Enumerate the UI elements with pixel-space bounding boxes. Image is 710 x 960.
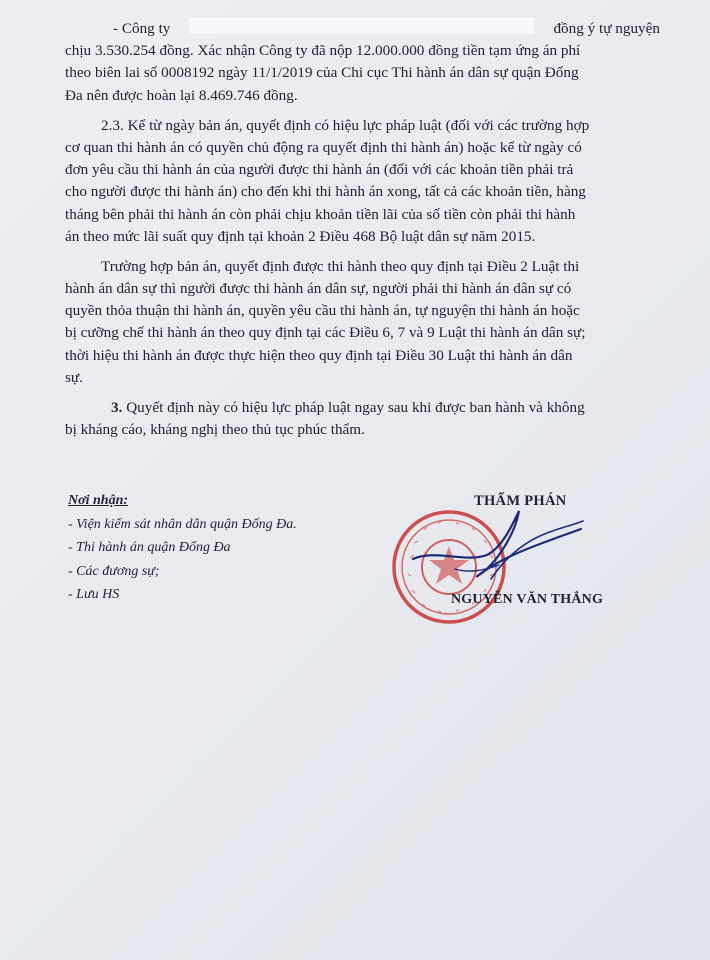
recipient-item: - Viện kiểm sát nhân dân quận Đống Đa. — [68, 516, 297, 532]
p3-line1: Trường hợp bản án, quyết định được thi hành theo quy định tại Điều 2 Luật thi — [101, 257, 580, 275]
recipient-item: - Thi hành án quận Đống Đa — [68, 540, 231, 555]
judge-title: THẨM PHÁN — [474, 493, 567, 509]
signature-icon — [395, 497, 585, 597]
p4-line2: bị kháng cáo, kháng nghị theo thủ tục phúc thẩm. — [65, 421, 365, 439]
p1-line2 — [65, 40, 660, 62]
p1-line1 — [65, 18, 660, 40]
document-body — [65, 18, 660, 441]
p2-line6: án theo mức lãi suất quy định tại khoản 2 Điều 468 Bộ luật dân sự năm 2015. — [65, 227, 536, 245]
recipient-item: - Các đương sự; — [68, 563, 160, 579]
p1-line1-left: - Công ty — [113, 20, 171, 37]
redacted-company-name — [189, 18, 534, 34]
p3-line2: hành án dân sự thì người được thi hành án dân sự, người phải thi hành án dân sự có — [65, 280, 572, 298]
p2-line1: 2.3. Kể từ ngày bản án, quyết định có hiệu lực pháp luật (đối với các trường hợp — [101, 116, 590, 134]
p2-line5: tháng bên phải thi hành án còn phải chịu khoản tiền lãi của số tiền còn phải thi hành — [65, 205, 576, 223]
p1-line1-right: đồng ý tự nguyện — [553, 20, 660, 37]
p3-line3: quyền thỏa thuận thi hành án, quyền yêu cầu thi hành án, tự nguyện thi hành án hoặc — [65, 302, 580, 320]
recipient-item: - Lưu HS — [68, 587, 120, 602]
p3-line5: thời hiệu thi hành án được thực hiện theo quy định tại Điều 30 Luật thi hành án dân — [65, 346, 573, 364]
recipients-heading: Nơi nhận: — [68, 493, 129, 508]
p2-line3: đơn yêu cầu thi hành án của người được thi hành án (đối với các khoản tiền phải trả — [65, 161, 574, 179]
p1-line4: Đa nên được hoàn lại 8.469.746 đồng. — [65, 86, 298, 104]
p4-line1 — [65, 397, 660, 419]
p2-line2: cơ quan thi hành án có quyền chủ động ra quyết định thi hành án) hoặc kể từ ngày có — [65, 138, 582, 156]
p4-line1-text: Quyết định này có hiệu lực pháp luật ngay sau khi được ban hành và không — [126, 399, 585, 416]
p2-line4: cho người được thi hành án) cho đến khi thi hành án xong, tất cả các khoản tiền, hàng — [65, 183, 586, 201]
p4-number: 3. — [111, 399, 123, 416]
p1-line3-text: theo biên lai số 0008192 ngày 11/1/2019 của Chi cục Thi hành án dân sự quận Đống — [65, 64, 579, 82]
p1-line2-text: chịu 3.530.254 đồng. Xác nhận Công ty đã nộp 12.000.000 đồng tiền tạm ứng án phí — [65, 42, 581, 60]
p3-line4: bị cưỡng chế thi hành án theo quy định tại các Điều 6, 7 và 9 Luật thi hành án dân sự; — [65, 324, 586, 342]
recipients-block — [68, 489, 297, 607]
p3-line6: sự. — [65, 368, 83, 386]
p1-line3 — [65, 62, 660, 84]
judge-name: NGUYỄN VĂN THẮNG — [451, 592, 604, 607]
